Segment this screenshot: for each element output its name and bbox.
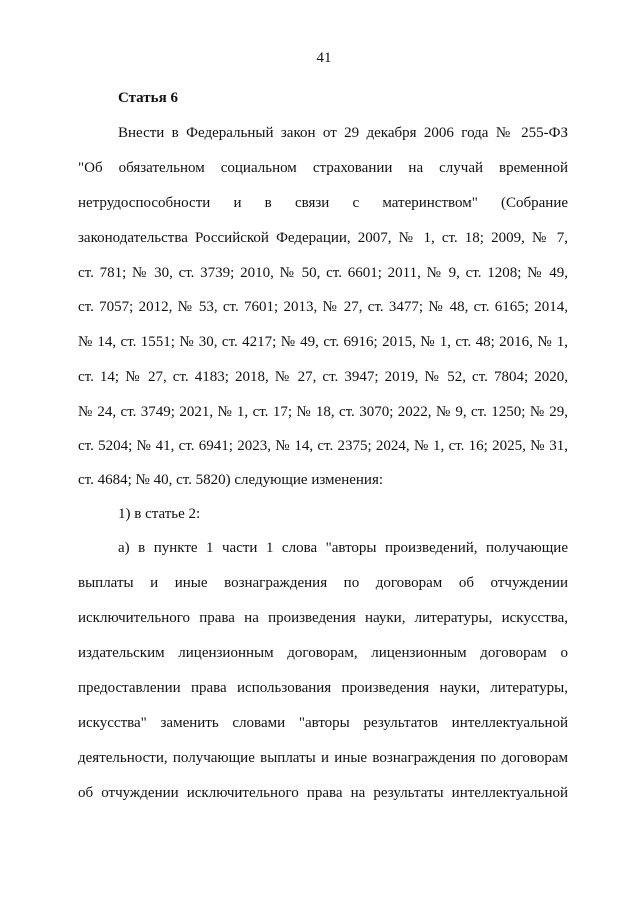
text-line: а) в пункте 1 части 1 слова "авторы произведений, получающие <box>118 540 568 556</box>
page-number: 41 <box>316 50 332 66</box>
text-line: выплаты и иные вознаграждения по договорам об отчуждении <box>78 575 568 591</box>
text-line: исключительного права на произведения науки, литературы, искусства, <box>78 610 568 626</box>
text-line: ст. 781; № 30, ст. 3739; 2010, № 50, ст. 6601; 2011, № 9, ст. 1208; № 49, <box>78 265 568 281</box>
text-line: ст. 7057; 2012, № 53, ст. 7601; 2013, № 27, ст. 3477; № 48, ст. 6165; 2014, <box>78 299 568 315</box>
text-line: искусства" заменить словами "авторы результатов интеллектуальной <box>78 715 568 731</box>
text-line: предоставлении права использования произведения науки, литературы, <box>78 680 568 696</box>
text-line: законодательства Российской Федерации, 2007, № 1, ст. 18; 2009, № 7, <box>78 230 568 246</box>
text-line: Внести в Федеральный закон от 29 декабря 2006 года № 255-ФЗ <box>118 125 568 141</box>
text-line: 1) в статье 2: <box>118 506 201 522</box>
text-line: деятельности, получающие выплаты и иные вознаграждения по договорам <box>78 750 568 766</box>
text-line: издательским лицензионным договорам, лицензионным договорам о <box>78 645 568 661</box>
text-line: об отчуждении исключительного права на результаты интеллектуальной <box>78 785 568 801</box>
article-title: Статья 6 <box>118 90 178 106</box>
text-line: № 14, ст. 1551; № 30, ст. 4217; № 49, ст. 6916; 2015, № 1, ст. 48; 2016, № 1, <box>78 334 568 350</box>
text-line: ст. 14; № 27, ст. 4183; 2018, № 27, ст. 3947; 2019, № 52, ст. 7804; 2020, <box>78 369 568 385</box>
text-line: нетрудоспособности и в связи с материнством" (Собрание <box>78 195 568 211</box>
text-line: "Об обязательном социальном страховании на случай временной <box>78 160 568 176</box>
text-line: ст. 5204; № 41, ст. 6941; 2023, № 14, ст. 2375; 2024, № 1, ст. 16; 2025, № 31, <box>78 438 568 454</box>
text-line: № 24, ст. 3749; 2021, № 1, ст. 17; № 18, ст. 3070; 2022, № 9, ст. 1250; № 29, <box>78 404 568 420</box>
text-line: ст. 4684; № 40, ст. 5820) следующие изменения: <box>78 472 384 488</box>
